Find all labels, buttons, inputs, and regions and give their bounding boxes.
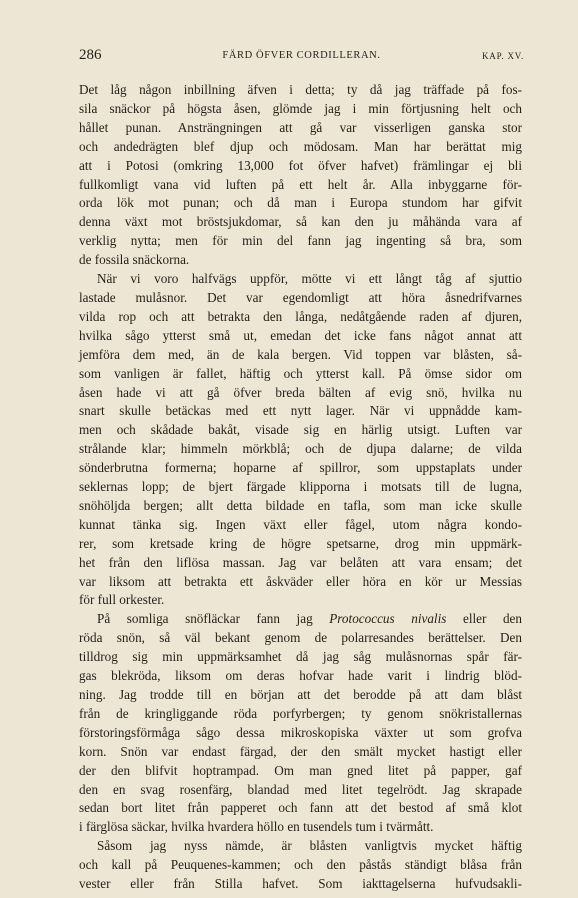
paragraph xyxy=(79,81,522,270)
text-line: tilldrog sig min uppmärksamhet då jag såg mulåsnornas spår fär- xyxy=(79,649,522,665)
text-line: rer, som kretsade kring de högre spetsarne, drog min uppmärk- xyxy=(79,535,522,551)
chapter-label: KAP. XV. xyxy=(482,51,524,61)
text-line: strålande klar; himmeln mörkblå; och de djupa dalarne; de vilda xyxy=(79,441,522,457)
text-line: för full orkester. xyxy=(79,592,165,608)
text-line: vester eller från Stilla hafvet. Som iakttagelserna hufvudsakli- xyxy=(79,876,522,892)
text-line: kunnat tänka sig. Ingen växt eller fågel, utom några kondo- xyxy=(79,516,522,532)
text-line: men och skådade bakåt, visade sig en härlig utsigt. Luften var xyxy=(79,422,522,438)
text-line: de fossila snäckorna. xyxy=(79,252,190,268)
text-line: sila snäckor på högsta åsen, glömde jag i min förtjusning helt och xyxy=(79,100,522,116)
paragraph xyxy=(79,270,522,610)
text-line: lastade mulåsnor. Det var egendomligt att höra åsnedrifvarnes xyxy=(79,289,522,305)
text-line: snart skulle betäckas med ett nytt lager. När vi uppnådde kam- xyxy=(79,403,522,419)
text-segment: eller den xyxy=(446,611,523,627)
text-line: orda lök mot punan; och då man i Europa stundom har gifvit xyxy=(79,195,522,211)
text-line: sönderbrutna formerna; hoparne af spillror, som uppstaplats under xyxy=(79,460,522,476)
text-line: När vi voro halfvägs uppför, mötte vi ett långt tåg af sjuttio xyxy=(97,271,522,287)
body-text xyxy=(79,81,522,894)
text-line: förstoringsförmåga sågo dessa mikroskopiska växter ut som grofva xyxy=(79,724,522,740)
running-title: FÄRD ÖFVER CORDILLERAN. xyxy=(222,50,381,61)
page-number: 286 xyxy=(79,47,102,63)
text-line: het från den liflösa massan. Jag var belåten att vara ensam; det xyxy=(79,554,522,570)
text-line: sedan bort litet från papperet och fann att det bestod af små klot xyxy=(79,800,522,816)
text-line: verklig nytta; men för min del fann jag ingenting så bra, som xyxy=(79,233,522,249)
text-line: fullkomligt vana vid luften på ett helt år. Alla inbyggarne för- xyxy=(79,176,522,192)
text-line: hållet punan. Ansträngningen att gå var visserligen ganska stor xyxy=(79,119,522,135)
text-segment: På somliga snöfläckar fann jag xyxy=(97,611,330,627)
text-line: ning. Jag trodde till en början att det berodde på att dam blåst xyxy=(79,687,522,702)
text-line: var liksom att betrakta ett åskväder eller höra en kör ur Messias xyxy=(79,573,522,589)
text-line: från de kringliggande röda porfyrbergen; ty genom snökristallernas xyxy=(79,705,522,721)
species-name: Protococcus nivalis xyxy=(329,611,447,627)
text-line: åsen hade vi att gå öfver breda bälten af evig snö, hvilka nu xyxy=(79,384,522,400)
text-line: gas blekröda, liksom om deras hofvar hade varit i lindrig blöd- xyxy=(79,668,522,684)
text-line: röda snön, så väl bekant genom de polarresandes berättelser. Den xyxy=(79,630,522,646)
text-line: jemföra dem med, än de kala bergen. Vid toppen var blåsten, så- xyxy=(79,346,522,362)
text-line: seklernas lopp; de bjert färgade klipporna i motsats till de lugna, xyxy=(79,479,522,495)
text-line: att i Potosi (omkring 13,000 fot öfver hafvet) främlingar ej bli xyxy=(79,157,522,173)
text-line: denna växt mot bröstsjukdomar, så kan den ju måhända vara af xyxy=(79,214,522,230)
running-head xyxy=(79,47,524,67)
text-line: och andedrägten blef djup och mödosam. Man har berättat mig xyxy=(79,138,522,154)
text-line: i färglösa säckar, hvilka hvardera höllo en tusendels tum i tvärmått. xyxy=(79,819,434,835)
text-line: korn. Snön var endast färgad, der den smält mycket hastigt eller xyxy=(79,743,522,759)
paragraph xyxy=(79,610,522,837)
text-line: vilda rop och att betrakta den långa, nedåtgående raden af djuren, xyxy=(79,308,522,324)
paragraph xyxy=(79,837,522,894)
text-line: der den blifvit hoptrampad. Om man gned litet på papper, gaf xyxy=(79,762,522,778)
text-line: som vanligen är fallet, häftig och ytterst kall. På ömse sidor om xyxy=(79,365,522,381)
text-line: Det låg någon inbillning äfven i detta; ty då jag träffade på fos- xyxy=(79,82,522,97)
text-line xyxy=(79,610,522,629)
text-line: och kall på Peuquenes-kammen; och den påstås ständigt blåsa från xyxy=(79,857,522,873)
text-line: Såsom jag nyss nämde, är blåsten vanligtvis mycket häftig xyxy=(97,838,522,854)
text-line: den en svag rosenfärg, blandad med litet tegelrödt. Jag skrapade xyxy=(79,781,522,797)
text-line: snöhöljda bergen; allt detta bildade en tafla, som man icke skulle xyxy=(79,497,522,513)
text-line: hvilka sågo ytterst små ut, emedan det icke fans något annat att xyxy=(79,327,522,343)
